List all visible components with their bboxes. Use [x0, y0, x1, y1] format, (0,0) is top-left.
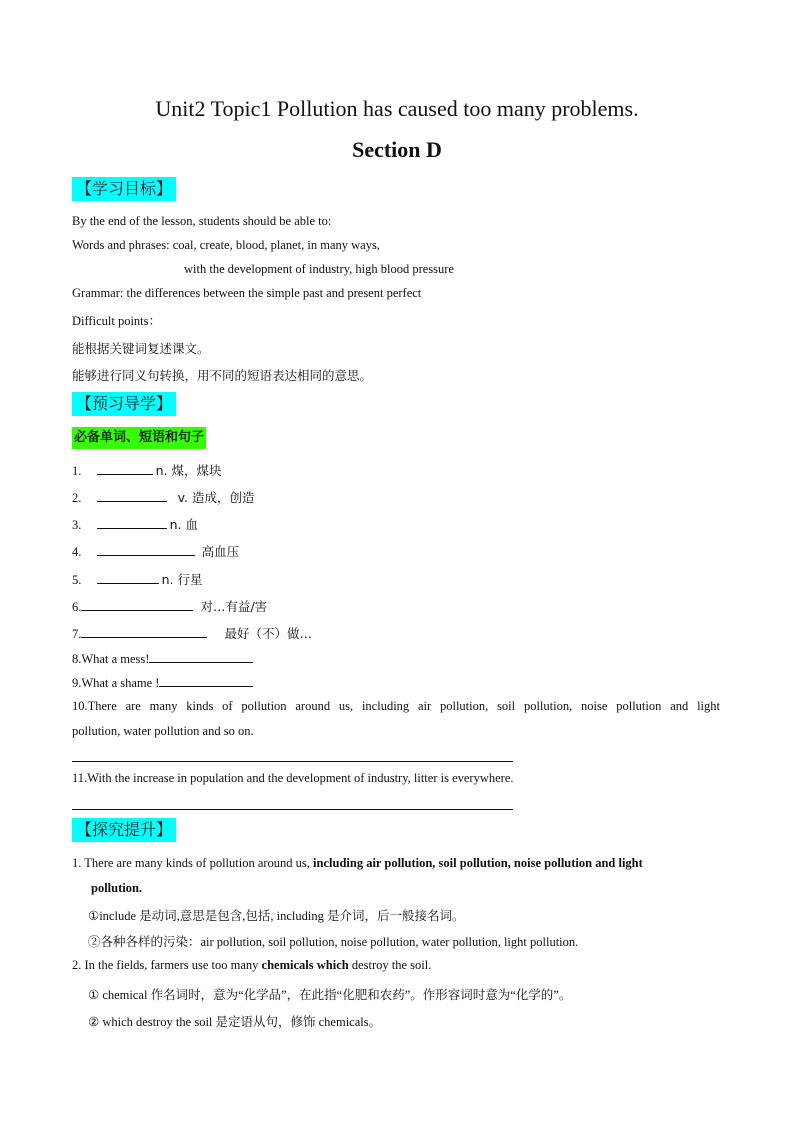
- explore-note-1-2: ②各种各样的污染：air pollution, soil pollution, noise pollution, water pollution, light pollution.: [88, 935, 579, 949]
- vocab-header: 必备单词、短语和句子: [72, 427, 206, 449]
- explore-note-2-1: ① chemical 作名词时，意为“化学品”，在此指“化肥和农药”。作形容词时意为“化学的”。: [88, 988, 572, 1002]
- answer-blank[interactable]: [159, 675, 253, 687]
- vocab-item-5: 5. n. 行星: [72, 572, 203, 587]
- answer-blank[interactable]: [97, 463, 153, 475]
- preview-header: 【预习导学】: [72, 392, 176, 416]
- objectives-point-1: 能根据关键词复述课文。: [72, 341, 210, 356]
- explore-item-1: 1. There are many kinds of pollution around us, including air pollution, soil pollution, noise pollution and light: [72, 856, 643, 870]
- vocab-item-6: 6. 对…有益/害: [72, 599, 268, 614]
- objectives-words: Words and phrases: coal, create, blood, planet, in many ways,: [72, 238, 380, 252]
- objectives-words-cont: with the development of industry, high blood pressure: [184, 262, 454, 276]
- sentence-11: 11.With the increase in population and the development of industry, litter is everywhere.: [72, 771, 514, 785]
- vocab-item-4: 4. 高血压: [72, 544, 240, 559]
- objectives-point-2: 能够进行同义句转换，用不同的短语表达相同的意思。: [72, 368, 373, 383]
- objectives-intro: By the end of the lesson, students should be able to:: [72, 214, 332, 228]
- vocab-item-9: 9.What a shame !: [72, 675, 253, 691]
- page-title: Unit2 Topic1 Pollution has caused too many problems.: [155, 96, 639, 121]
- objectives-header: 【学习目标】: [72, 177, 176, 201]
- explore-note-2-2: ② which destroy the soil 是定语从句，修饰 chemicals。: [88, 1015, 382, 1029]
- answer-blank[interactable]: [97, 517, 167, 529]
- section-title: Section D: [352, 137, 442, 162]
- vocab-item-3: 3. n. 血: [72, 517, 198, 532]
- vocab-item-1: 1. n. 煤，煤块: [72, 463, 222, 478]
- vocab-item-8: 8.What a mess!: [72, 651, 253, 667]
- answer-blank[interactable]: [97, 572, 159, 584]
- answer-blank[interactable]: [81, 626, 207, 638]
- answer-blank[interactable]: [97, 490, 167, 502]
- vocab-item-2: 2. v. 造成，创造: [72, 490, 255, 505]
- explore-note-1-1: ①include 是动词,意思是包含,包括, including 是介词，后一般接名词。: [88, 909, 465, 923]
- translation-line[interactable]: [72, 809, 513, 810]
- vocab-item-7: 7. 最好（不）做…: [72, 626, 313, 641]
- explore-header: 【探究提升】: [72, 818, 176, 842]
- translation-line[interactable]: [72, 761, 513, 762]
- explore-item-2: 2. In the fields, farmers use too many chemicals which destroy the soil.: [72, 958, 432, 972]
- explore-item-1-cont: pollution.: [91, 881, 143, 895]
- sentence-10-line-1: 10.There are many kinds of pollution around us, including air pollution, soil pollution, noise pollution and light: [72, 699, 720, 713]
- answer-blank[interactable]: [97, 544, 195, 556]
- sentence-10-line-2: pollution, water pollution and so on.: [72, 724, 254, 738]
- answer-blank[interactable]: [81, 599, 193, 611]
- objectives-difficult: Difficult points：: [72, 314, 162, 328]
- objectives-grammar: Grammar: the differences between the simple past and present perfect: [72, 286, 422, 300]
- answer-blank[interactable]: [149, 651, 253, 663]
